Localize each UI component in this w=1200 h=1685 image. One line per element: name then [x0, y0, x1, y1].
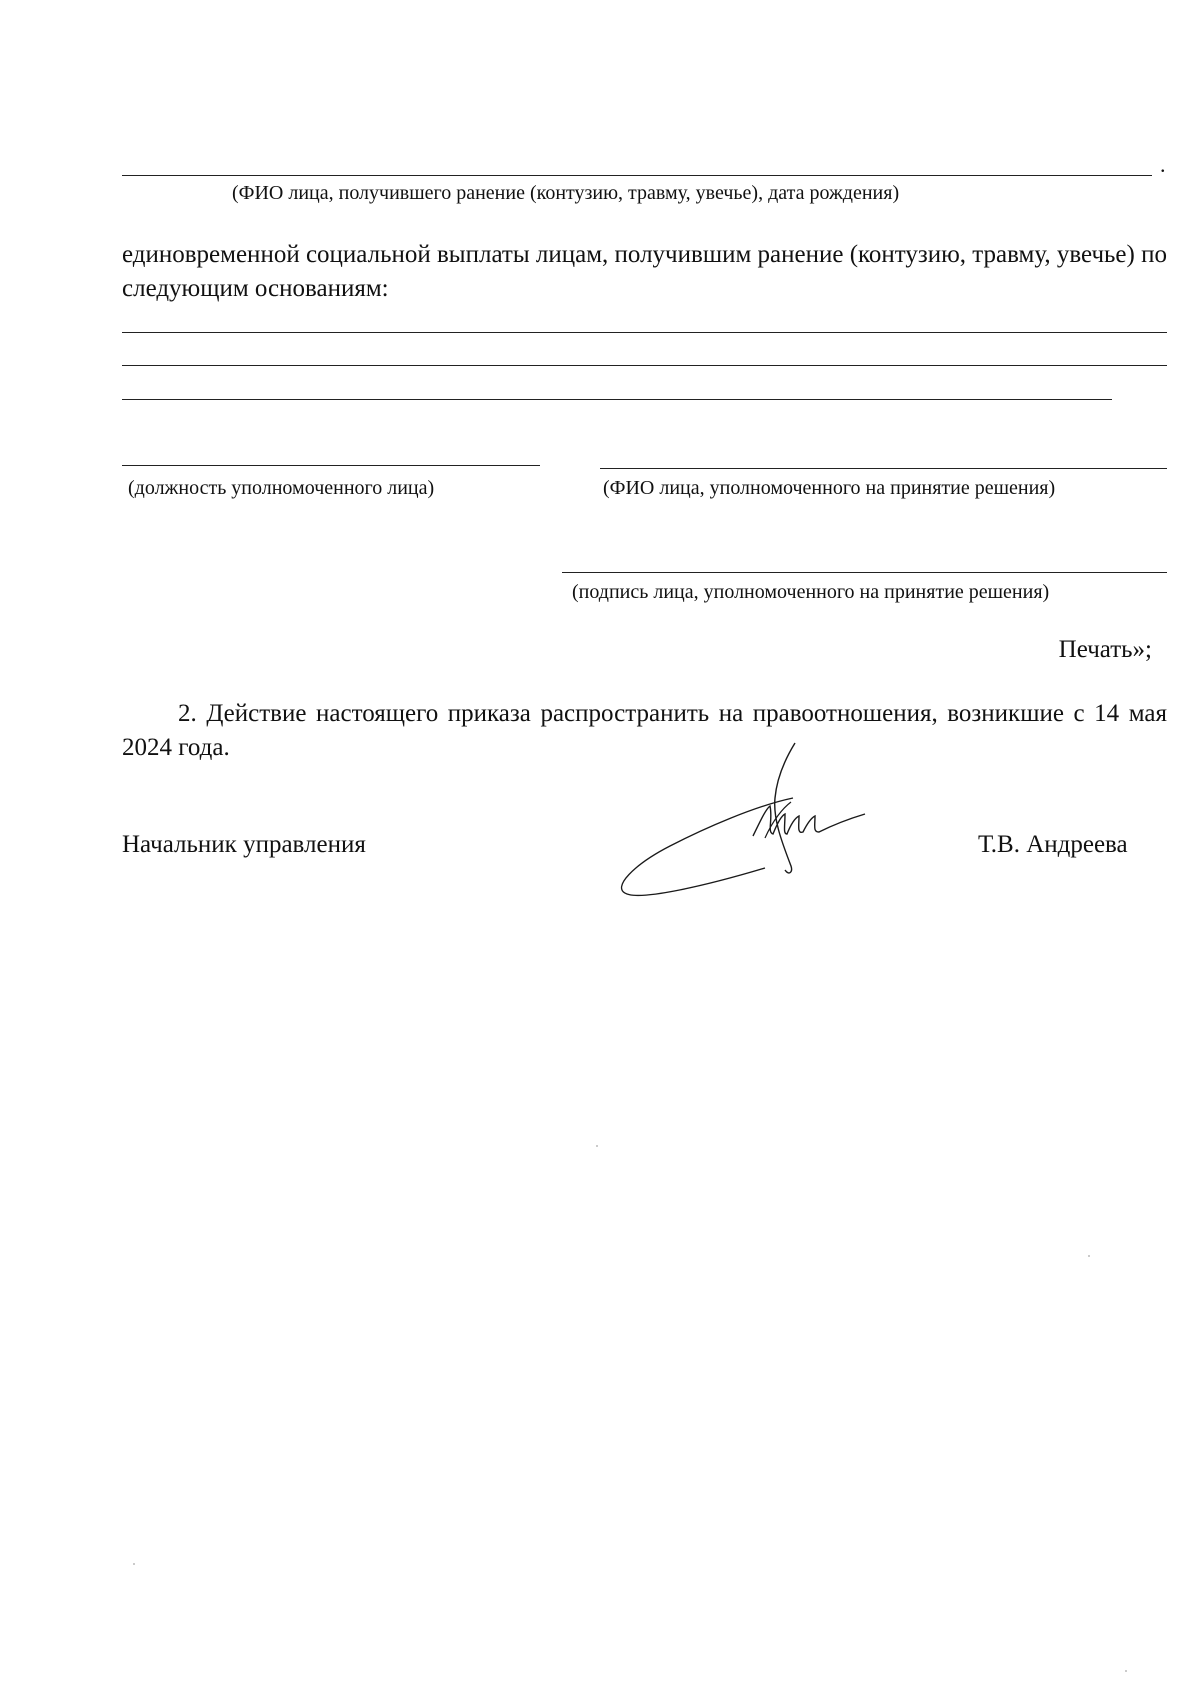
authorized-fio-caption: (ФИО лица, уполномоченного на принятие решения) [603, 477, 1056, 499]
trailing-dot: . [1160, 152, 1166, 177]
scan-speck [596, 1145, 598, 1147]
recipient-fill-line [122, 175, 1152, 176]
scan-speck [1125, 1670, 1127, 1672]
stamp-label: Печать»; [1058, 636, 1152, 663]
scan-speck [133, 1563, 135, 1565]
grounds-line-2 [122, 365, 1167, 366]
authorized-fio-fill-line [600, 468, 1167, 469]
grounds-line-1 [122, 332, 1167, 333]
payment-paragraph: единовременной социальной выплаты лицам, получившим ранение (контузию, травму, увечье) по следующим основаниям: [122, 241, 1167, 302]
handwritten-signature [615, 728, 915, 898]
scan-speck [1088, 1255, 1090, 1257]
recipient-caption: (ФИО лица, получившего ранение (контузию, травму, увечье), дата рождения) [232, 182, 900, 204]
signature-fill-line [562, 572, 1167, 573]
signer-name: Т.В. Андреева [978, 831, 1128, 858]
item-2-text: Действие настоящего приказа распространить на правоотношения, возникшие с 14 мая 2024 года. [122, 700, 1167, 761]
item-2-number: 2. [178, 700, 197, 727]
grounds-line-3 [122, 399, 1112, 400]
position-fill-line [122, 465, 540, 466]
signer-position: Начальник управления [122, 831, 366, 858]
position-caption: (должность уполномоченного лица) [128, 477, 435, 499]
signature-caption: (подпись лица, уполномоченного на принятие решения) [572, 581, 1050, 603]
